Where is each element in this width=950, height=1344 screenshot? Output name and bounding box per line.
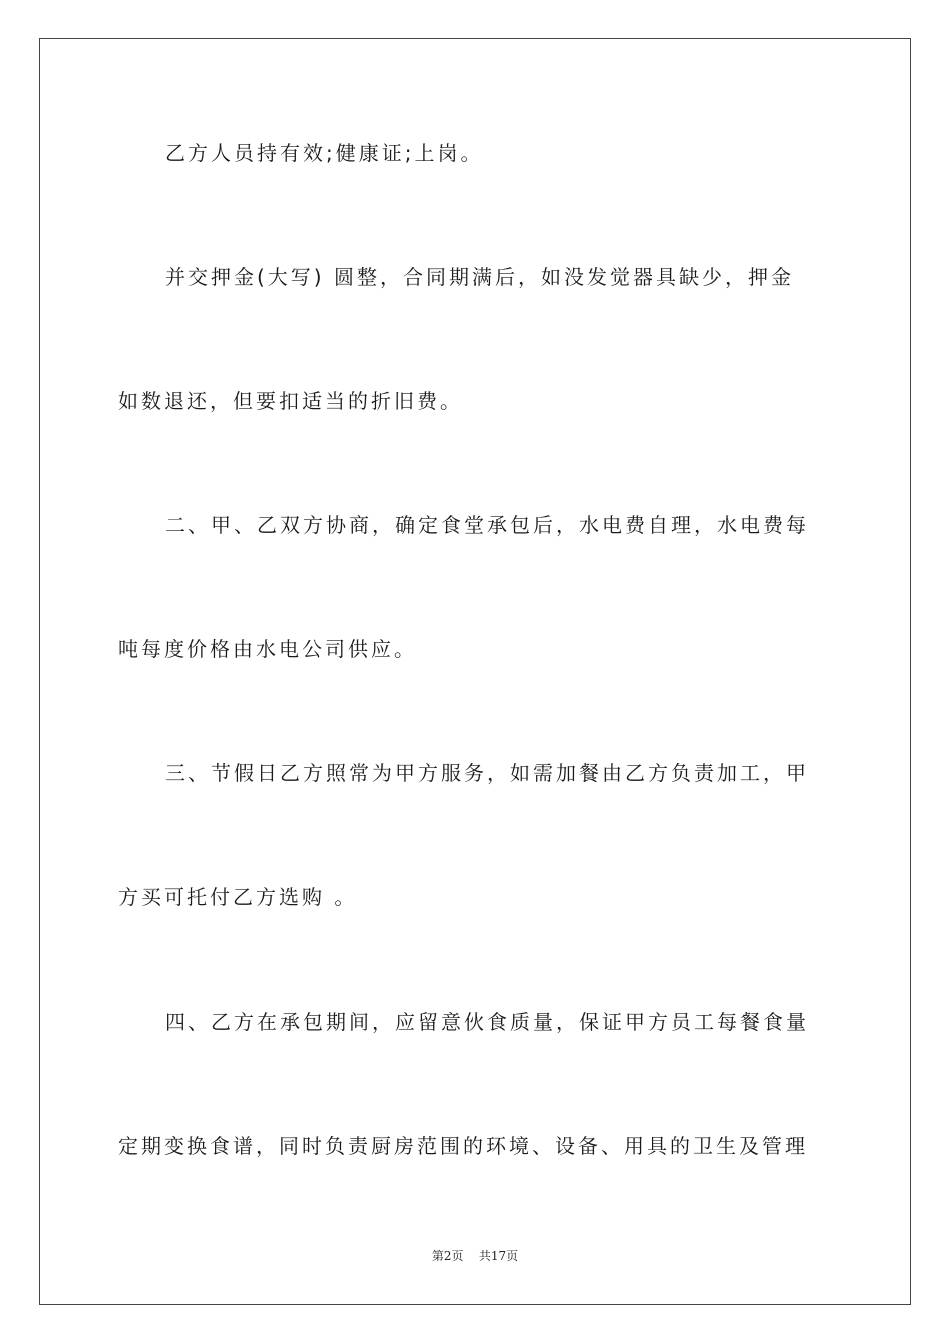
paragraph-line-4: 二、甲、乙双方协商，确定食堂承包后，水电费自理，水电费每 — [165, 513, 809, 537]
page-footer — [0, 1248, 950, 1264]
paragraph-line-2: 并交押金(大写) 圆整，合同期满后，如没发觉器具缺少，押金 — [165, 265, 794, 289]
page-number: 第2页 — [431, 1249, 464, 1263]
paragraph-line-3: 如数退还，但要扣适当的折旧费。 — [118, 389, 463, 413]
paragraph-line-9: 定期变换食谱，同时负责厨房范围的环境、设备、用具的卫生及管理 — [118, 1134, 808, 1158]
total-pages: 共17页 — [478, 1249, 519, 1263]
paragraph-line-5: 吨每度价格由水电公司供应。 — [118, 637, 417, 661]
paragraph-line-7: 方买可托付乙方选购 。 — [118, 885, 358, 909]
page-border — [39, 38, 911, 1305]
paragraph-line-8: 四、乙方在承包期间，应留意伙食质量，保证甲方员工每餐食量 — [165, 1010, 809, 1034]
paragraph-line-1: 乙方人员持有效;健康证;上岗。 — [165, 141, 484, 165]
paragraph-line-6: 三、节假日乙方照常为甲方服务，如需加餐由乙方负责加工，甲 — [165, 761, 809, 785]
